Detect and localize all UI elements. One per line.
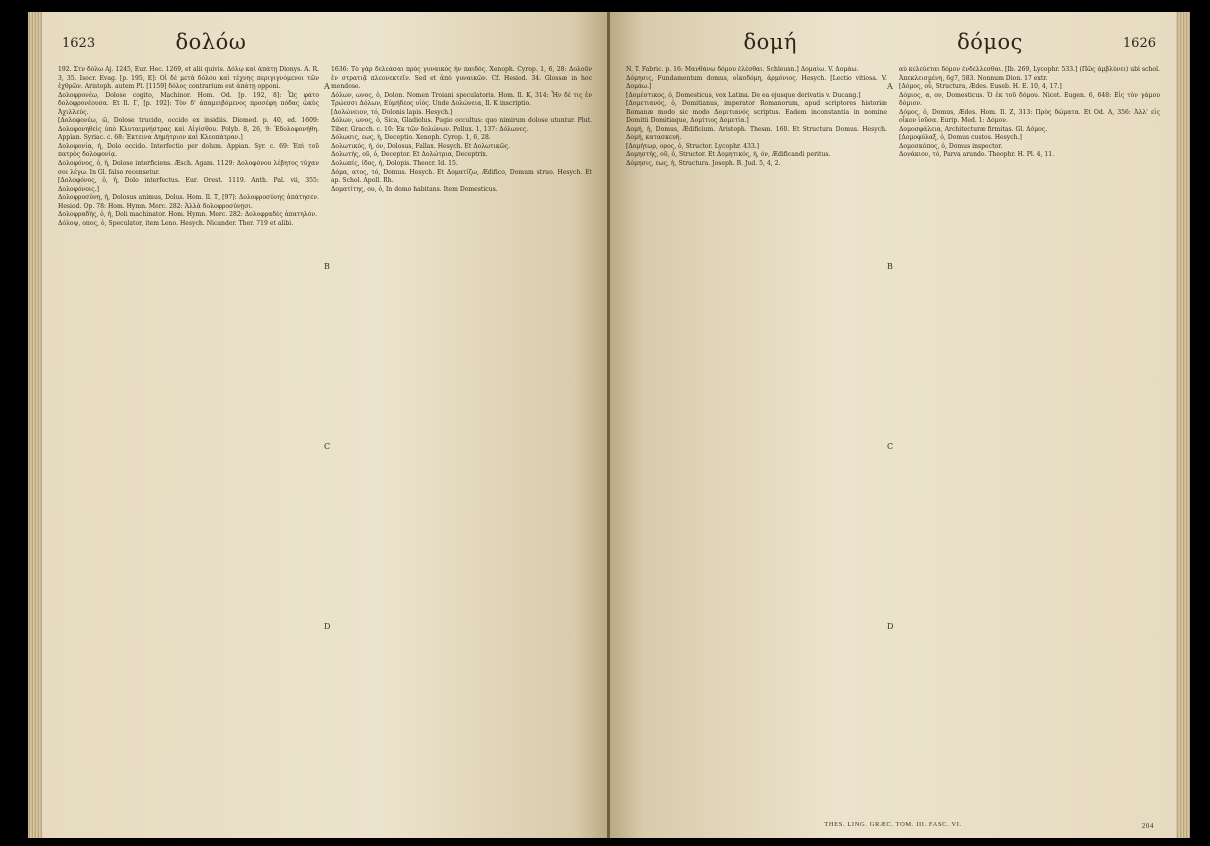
entry-paragraph: Δόμα, ατος, τό, Domus. Hesych. Et Δοματίζω, Ædifico, Domum struo. Hesych. Et ap. Schol. Apoll. Rh.: [331, 168, 592, 185]
left-page-columns: [58, 66, 592, 806]
right-headword-1: δομή: [743, 30, 797, 54]
page-footer: [610, 821, 1176, 828]
left-headword: δολόω: [175, 30, 247, 54]
entry-paragraph: Δονάκιον, τό, Parva arundo. Theophr. H. Pl. 4, 11.: [899, 151, 1055, 159]
column-mark-c: C: [324, 442, 331, 451]
signature-mark: 204: [1141, 822, 1154, 830]
book-spread: [28, 12, 1190, 838]
entry-paragraph: Δολοφραδής, ὁ, ἡ, Doli machinator. Hom. Hymn. Merc. 282: Δολοφραδὲς ἀπατηλόν.: [58, 211, 318, 219]
entry-paragraph: Δόλοψ, οπος, ὁ, Speculator, item Leno. Hesych. Nicander. Ther. 719 et alibi.: [58, 219, 294, 227]
entry-paragraph: [Δολοφόνος, ὁ, ἡ, Dolo interfectus. Eur. Orest. 1119. Anth. Pal. vii, 355: Δολοφόνοις.]: [58, 177, 319, 193]
entry-paragraph: [Δόμος, οὗ, Structura, Ædes. Euseb. H. E. 10, 4, 17.]: [899, 83, 1062, 91]
entry-paragraph: Δομοσκόπος, ὁ, Domus inspector.: [899, 142, 1003, 150]
right-page-columns: [626, 66, 1160, 806]
entry-paragraph: 1636: Τὸ γὰρ δελεάσαι πρὸς γυναικὸς ἦν παιδός. Xenoph. Cyrop. 1, 6, 28: Δολοῦν ἐν στρατιᾷ πλεονεκτεῖν. Sed et ἀπὸ γυναικῶν. Cf. Hesiod. 34. Glossæ in hoc mendose.: [331, 66, 592, 91]
right-headword-2: δόμος: [957, 30, 1023, 54]
column-mark-b: B: [887, 262, 893, 271]
right-page-edges: [1175, 12, 1190, 838]
entry-paragraph: Δόλων, ωνος, ὁ, Sica, Gladiolus. Pugio occultus: quo nimirum dolose utuntur. Plut. Tiber. Gracch. c. 10: Ἐκ τῶν δολώνων. Pollux. 1, 137: Δόλωνες.: [331, 117, 592, 133]
left-page: [42, 12, 608, 838]
entry-paragraph: Δολωτικός, ή, όν, Dolosus, Fallax. Hesych. Et Δολωτικῶς.: [331, 142, 511, 150]
entry-paragraph: N. T. Fabric. p. 16: Μανθάνω δόμου ἑλέσθαι. Schleusn.] Δομαίω. V. Δομάω.: [626, 66, 859, 73]
entry-paragraph: αὐ κελεύεται δόμον ἐνδέλλεσθαι. [Ib. 269, Lycophr. 533.] (Πῶς ἀμβλύνει) ubi schol. Ἀπεκλεισμένη, 6g7, 583. Nonnum Dion. 17 extr.: [899, 66, 1160, 82]
entry-paragraph: Δόμησις, Fundamentum domus, οἰκοδόμη, ἀρμόνιος. Hesych. [Lectio vitiosa. V. Δομάω.]: [626, 74, 887, 91]
entry-paragraph: [Δομοφύλαξ, ὁ, Domus custos. Hesych.]: [899, 134, 1022, 142]
entry-paragraph: Δομή, ἡ, Domus, Ædificium. Aristoph. Thesm. 160. Et Structura Domus. Hesych. Δομή, κατασκευή.: [626, 125, 887, 142]
entry-paragraph: Δολοφονία, ἡ, Dolo occido. Interfectio per dolum. Appian. Syr. c. 69: Ἐπὶ τοῦ πατρὸς δολοφονίᾳ.: [58, 142, 319, 159]
entry-paragraph: Δολοφρονέω, Dolose cogito, Machinor. Hom. Od. [p. 192, 8]: Ὧς φάτο δολοφρονέουσα. Et Il. Γ, [p. 192]: Τὸν δ' ἀπαμειβόμενος προσέφη πόδας ὠκὺς Ἀχιλλεύς.: [58, 91, 319, 116]
entry-paragraph: Δολωτής, οῦ, ὁ, Deceptor. Et Δολώτρια, Deceptrix.: [331, 151, 488, 159]
footer-text: THES. LING. GRÆC. TOM. III. FASC. VI.: [824, 821, 962, 828]
entry-paragraph: Δόμος, ὁ, Domus, Ædes. Hom. Il. Ζ, 313: Πρὸς δώματα. Et Od. Α, 356: Ἀλλ' εἰς οἶκον ἰοῦσα. Eurip. Med. 1: Δόμον.: [899, 108, 1160, 125]
left-column-1: [58, 66, 319, 806]
column-mark-a: A: [887, 82, 893, 91]
entry-paragraph: [Δολοφονέω, ῶ, Dolose trucido, occido ex insidiis. Diomed. p. 40, ed. 1609: Δολοφονηθεὶς ὑπὸ Κλυταιμνήστρας καὶ Αἰγίσθου. Polyb. 8, 26, 9: Ἐδολοφονήθη. Appian. Syriac. c. 68: Ἐκτεινα Δημήτριον καὶ Κλεοπάτραν.]: [58, 117, 319, 142]
entry-paragraph: [Δομέστικος, ὁ, Domesticus, vox Latina. De ea ejusque derivatis v. Ducang.]: [626, 91, 861, 99]
entry-paragraph: [Δομετιανός, ὁ, Domitianus, imperator Romanorum, apud scriptores historiæ Romanæ modo sic modo Δομιτιανός scriptus. Eadem inconstantia in nomine Domitii Domitiaque, Δομίτιος Δομετία.]: [626, 100, 887, 125]
column-mark-d: D: [324, 622, 331, 631]
entry-paragraph: Δολωπίς, ίδος, ἡ, Dolopis. Theocr. Id. 15.: [331, 160, 458, 168]
entry-paragraph: [Δολώνειον, τό, Dolonis lapis. Hesych.]: [331, 108, 453, 116]
entry-paragraph: Δόλωσις, εως, ἡ, Deceptio. Xenoph. Cyrop. 1, 6, 28.: [331, 134, 491, 142]
left-column-2: [331, 66, 592, 806]
entry-paragraph: Δόμιος, α, ον, Domesticus. Ὁ ἐκ τοῦ δόμου. Nicet. Eugen. 6, 648: Εἰς τὸν γάμου δόμιον.: [899, 91, 1160, 108]
right-column-1: [626, 66, 887, 806]
entry-paragraph: Δομοσφάλεια, Architecturæ firmitas. Gl. Δόμος.: [899, 125, 1048, 133]
column-mark-a: A: [324, 82, 330, 91]
left-page-number: 1623: [62, 36, 96, 51]
entry-paragraph: Δολοφόνος, ὁ, ἡ, Dolose interficiens. Æsch. Agam. 1129: Δολοφόνου λέβητος τύχαν σοι λέγω. In Gl. falso recensetur.: [58, 160, 319, 176]
left-page-header: [58, 30, 592, 58]
right-page-header: [626, 30, 1160, 58]
entry-paragraph: 192. Στν δόλω Aj. 1245, Eur. Hec. 1269, et alii quivis. Δόλῳ καὶ ἀπάτῃ Dionys. A. R. 3, 35. Isocr. Evag. [p. 195, E]: Οἱ δὲ μετὰ δόλου καὶ τέχνης περιγιγνόμενοι τῶν ἐχθρῶν. Aristoph. autem Pl. [1159] δόλος contrarium est ἀπάτῃ opponi.: [58, 66, 319, 91]
right-column-2: [899, 66, 1160, 806]
column-mark-d: D: [887, 622, 894, 631]
right-page: [610, 12, 1176, 838]
entry-paragraph: Δόμησις, εως, ἡ, Structura. Joseph. B. Jud. 5, 4, 2.: [626, 160, 781, 168]
column-mark-b: B: [324, 262, 330, 271]
entry-paragraph: Δοματίτης, ου, ὁ, In domo habitans. Item Domesticus.: [331, 185, 498, 193]
right-page-number: 1626: [1122, 36, 1156, 51]
left-page-edges: [28, 12, 43, 838]
entry-paragraph: Δόλων, ωνος, ὁ, Dolon. Nomen Troiani speculatoris. Hom. Il. Κ, 314: Ἦν δέ τις ἐν Τρώεσσι Δόλων, Εὐμήδεος υἱός. Unde Δολώνεια, Il. Κ inscriptio.: [331, 91, 592, 108]
column-mark-c: C: [887, 442, 894, 451]
entry-paragraph: Δομηστής, οῦ, ὁ, Structor. Et Δομητικός, ή, όν, Ædificandi peritus.: [626, 151, 831, 159]
entry-paragraph: Δολοφροσύνη, ἡ, Dolosus animus, Dolus. Hom. Il. Τ, [97]: Δολοφροσύνης ἀπάτησεν. Hesiod. Op. 78: Hom. Hymn. Merc. 282: Ἀλλὰ δολοφροσύνῃσι.: [58, 194, 319, 210]
entry-paragraph: [Δομήτωρ, ορος, ὁ, Structor. Lycophr. 433.]: [626, 142, 760, 150]
